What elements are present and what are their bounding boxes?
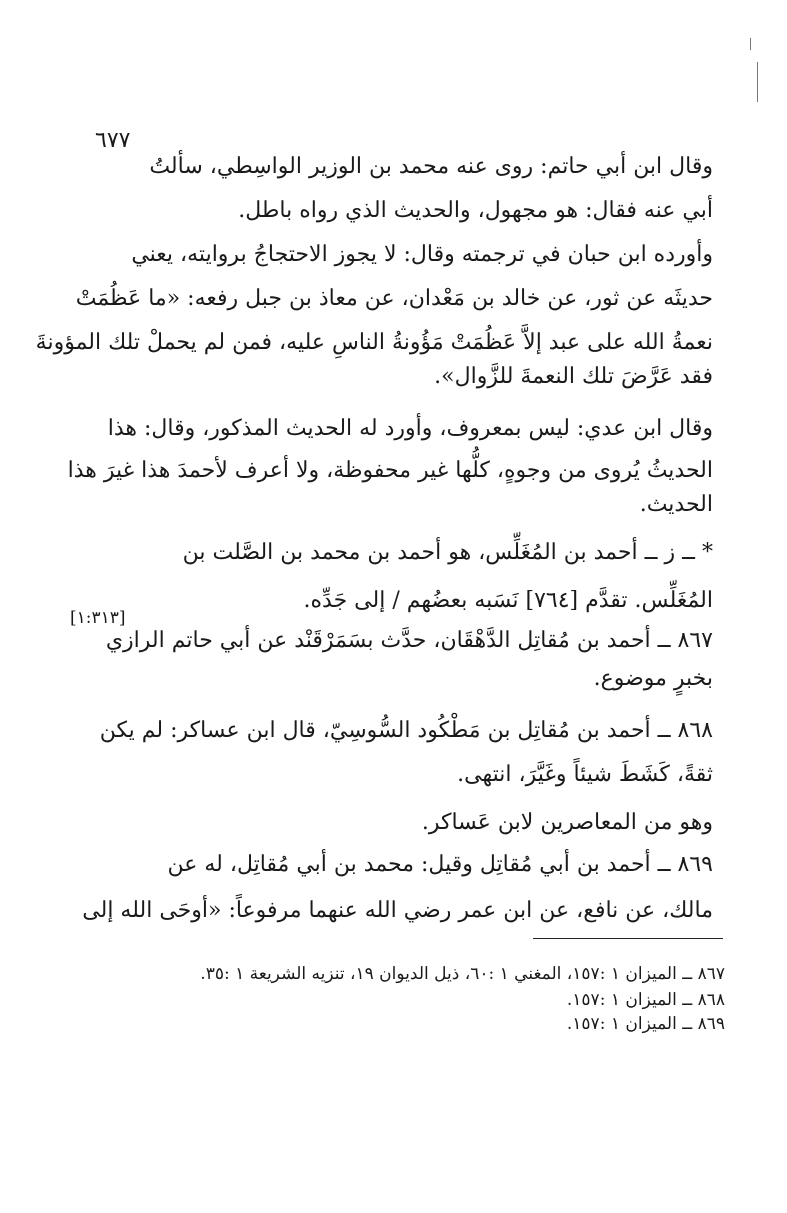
text-line: فقد عَرَّضَ تلك النعمةَ للزَّوال». (434, 364, 713, 389)
entry-line: * ــ ز ــ أحمد بن المُغَلِّس، هو أحمد بن محمد بن الصَّلت بن (182, 540, 713, 565)
margin-page-reference: [١:٣١٣] (70, 608, 126, 628)
text-line: حديثَه عن ثور، عن خالد بن مَعْدان، عن معاذ بن جبل رفعه: «ما عَظُمَتْ (75, 286, 713, 311)
text-line: وقال ابن عدي: ليس بمعروف، وأورد له الحديث المذكور، وقال: هذا (107, 416, 713, 441)
footnote: ٨٦٩ ــ الميزان ١ :١٥٧. (566, 1014, 725, 1034)
footnote-separator (533, 938, 723, 939)
text-line: وأورده ابن حبان في ترجمته وقال: لا يجوز الاحتجاجُ بروايته، يعني (131, 242, 713, 267)
footnote: ٨٦٨ ــ الميزان ١ :١٥٧. (566, 990, 725, 1010)
entry-line: ٨٦٧ ــ أحمد بن مُقاتِل الدَّهْقَان، حدَّث بسَمَرْقَنْد عن أبي حاتم الرازي (105, 628, 713, 653)
text-line: وقال ابن أبي حاتم: روى عنه محمد بن الوزير الواسِطي، سألتُ (149, 154, 713, 179)
text-line: نعمةُ الله على عبد إلاَّ عَظُمَتْ مَؤُونةُ الناسِ عليه، فمن لم يحملْ تلك المؤونةَ (35, 330, 713, 355)
text-line: ثقةً، كَشَطَ شيئاً وغَيَّرَ، انتهى. (457, 762, 713, 787)
text-line: الحديث. (639, 492, 713, 517)
page-number: ٦٧٧ (95, 128, 131, 153)
text-line: أبي عنه فقال: هو مجهول، والحديث الذي رواه باطل. (238, 198, 713, 223)
entry-line: ٨٦٨ ــ أحمد بن مُقاتِل بن مَطْكُود السُّوسِيّ، قال ابن عساكر: لم يكن (99, 718, 713, 743)
text-line: الحديثُ يُروى من وجوهٍ، كلُّها غير محفوظة، ولا أعرف لأحمدَ هذا غيرَ هذا (67, 458, 713, 483)
text-line: مالك، عن نافع، عن ابن عمر رضي الله عنهما مرفوعاً: «أوحَى الله إلى (82, 898, 713, 923)
text-line: وهو من المعاصرين لابن عَساكر. (421, 810, 713, 835)
scan-edge-mark (750, 38, 751, 50)
text-line: بخبرٍ موضوع. (593, 666, 713, 691)
scan-edge-mark (757, 62, 758, 102)
footnote: ٨٦٧ ــ الميزان ١ :١٥٧، المغني ١ :٦٠، ذيل الديوان ١٩، تنزيه الشريعة ١ :٣٥. (200, 964, 725, 984)
entry-line: ٨٦٩ ــ أحمد بن أبي مُقاتِل وقيل: محمد بن أبي مُقاتِل، له عن (167, 852, 713, 877)
text-line: المُغَلِّس. تقدَّم [٧٦٤] نَسَبه بعضُهم / إلى جَدِّه. (303, 588, 713, 613)
